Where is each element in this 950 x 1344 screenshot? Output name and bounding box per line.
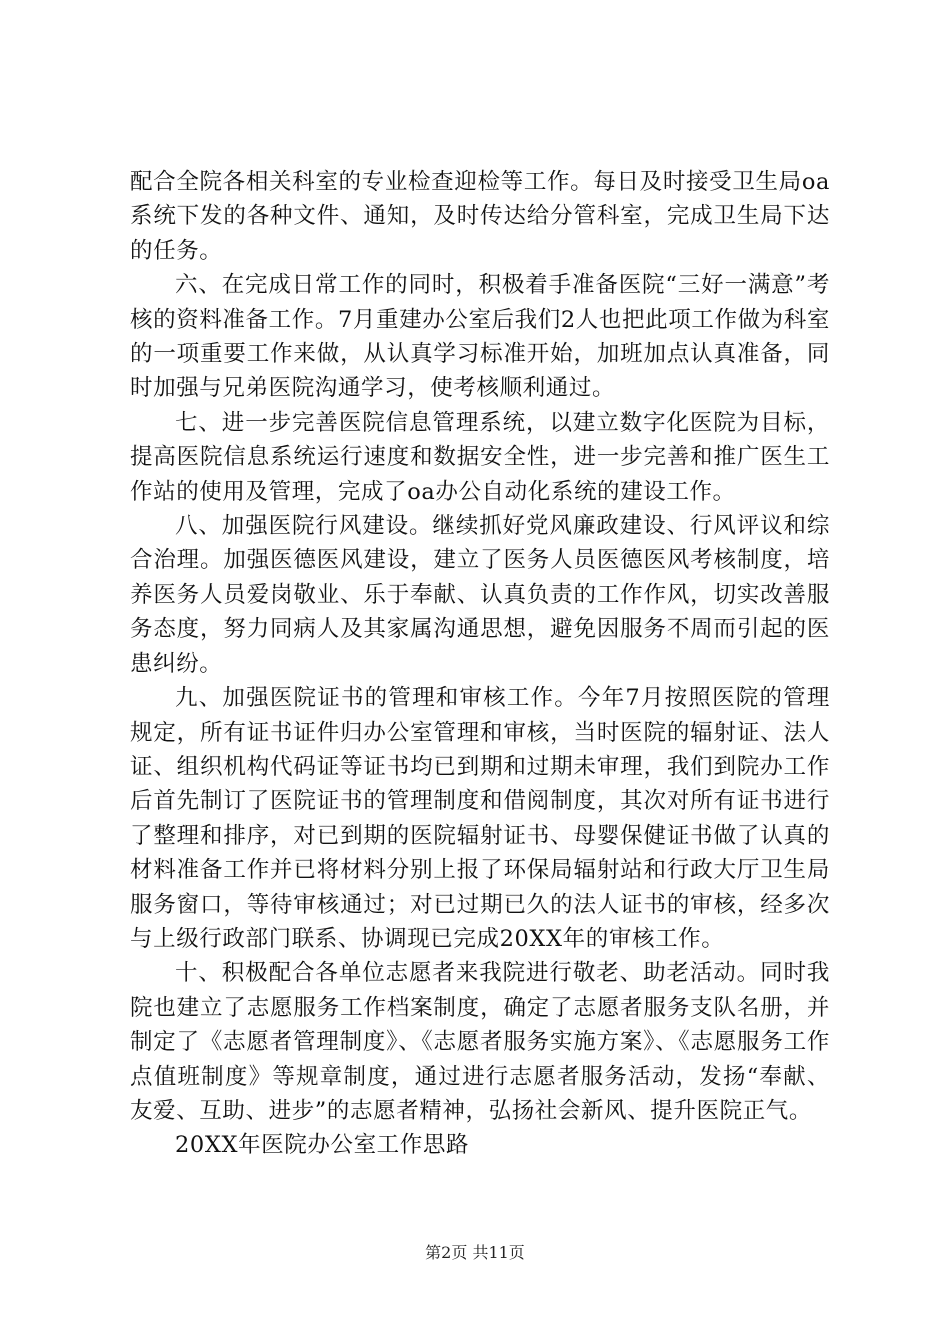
paragraph-item-8: 八、加强医院行风建设。继续抓好党风廉政建设、行风评议和综合治理。加强医德医风建设，建立了医务人员医德医风考核制度，培养医务人员爱岗敬业、乐于奉献、认真负责的工作作风，切实改善服务态度，努力同病人及其家属沟通思想，避免因服务不周而引起的医患纠纷。 (130, 513, 830, 677)
paragraph-item-7: 七、进一步完善医院信息管理系统，以建立数字化医院为目标，提高医院信息系统运行速度和数据安全性，进一步完善和推广医生工作站的使用及管理，完成了oa办公自动化系统的建设工作。 (130, 409, 830, 505)
document-body (130, 165, 830, 1163)
paragraph-item-10: 十、积极配合各单位志愿者来我院进行敬老、助老活动。同时我院也建立了志愿服务工作档案制度，确定了志愿者服务支队名册，并制定了《志愿者管理制度》、《志愿者服务实施方案》、《志愿服务工作点值班制度》等规章制度，通过进行志愿者服务活动，发扬“奉献、友爱、互助、进步”的志愿者精神，弘扬社会新风、提升医院正气。 (130, 960, 830, 1124)
page-number-label: 第2页 共11页 (425, 1243, 525, 1262)
page-footer (0, 1243, 950, 1263)
paragraph-continuation: 配合全院各相关科室的专业检查迎检等工作。每日及时接受卫生局oa系统下发的各种文件、通知，及时传达给分管科室，完成卫生局下达的任务。 (130, 169, 830, 264)
paragraph-item-6: 六、在完成日常工作的同时，积极着手准备医院“三好一满意”考核的资料准备工作。7月重建办公室后我们2人也把此项工作做为科室的一项重要工作来做，从认真学习标准开始，加班加点认真准备，同时加强与兄弟医院沟通学习，使考核顺利通过。 (130, 272, 830, 402)
section-heading: 20XX年医院办公室工作思路 (175, 1132, 470, 1159)
paragraph-item-9: 九、加强医院证书的管理和审核工作。今年7月按照医院的管理规定，所有证书证件归办公室管理和审核，当时医院的辐射证、法人证、组织机构代码证等证书均已到期和过期未审理，我们到院办工作后首先制订了医院证书的管理制度和借阅制度，其次对所有证书进行了整理和排序，对已到期的医院辐射证书、母婴保健证书做了认真的材料准备工作并已将材料分别上报了环保局辐射站和行政大厅卫生局服务窗口，等待审核通过；对已过期已久的法人证书的审核，经多次与上级行政部门联系、协调现已完成20XX年的审核工作。 (130, 685, 830, 952)
